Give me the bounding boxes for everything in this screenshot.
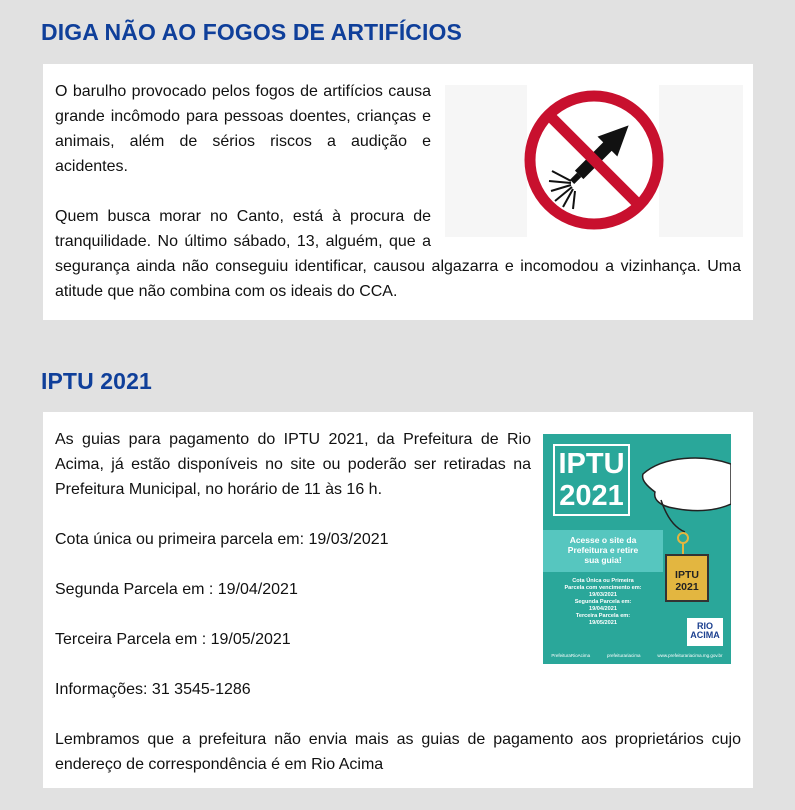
poster-tag-line-1: IPTU bbox=[675, 569, 699, 581]
article-card-iptu bbox=[43, 412, 753, 788]
iptu-terceira-parcela: Terceira Parcela em : 19/05/2021 bbox=[55, 631, 291, 648]
poster-tag-line-2: 2021 bbox=[675, 581, 699, 593]
logo-line-1: RIO bbox=[696, 621, 713, 631]
poster-date-line: Cota Única ou Primeira bbox=[572, 578, 634, 584]
poster-footer bbox=[543, 648, 731, 664]
iptu-lembramos: Lembramos que a prefeitura não envia mais as guias de pagamento aos proprietários cujo endereço de correspondência é em Rio Acima bbox=[55, 731, 741, 773]
article-card-fogos bbox=[43, 64, 753, 320]
fogos-paragraph-1: O barulho provocado pelos fogos de artifícios causa grande incômodo para pessoas doentes, crianças e animais, além de sérios riscos a audição e acidentes. bbox=[55, 83, 431, 175]
section-title-fogos: DIGA NÃO AO FOGOS DE ARTIFÍCIOS bbox=[41, 19, 462, 45]
poster-date-line: Segunda Parcela em: bbox=[574, 599, 632, 605]
poster-date-line: Terceira Parcela em: bbox=[575, 613, 631, 619]
iptu-informacoes: Informações: 31 3545-1286 bbox=[55, 681, 251, 698]
poster-date-line: 19/05/2021 bbox=[589, 620, 617, 626]
section-title-iptu: IPTU 2021 bbox=[41, 368, 152, 394]
fogos-paragraph-2: Quem busca morar no Canto, está à procura de tranquilidade. No último sábado, 13, alguém, que a segurança ainda não conseguiu identificar, causou algazarra e incomodou a vizinhança. Uma atitude que não combina com os ideais do CCA. bbox=[55, 208, 741, 300]
logo-line-2: ACIMA bbox=[690, 630, 720, 640]
iptu-segunda-parcela: Segunda Parcela em : 19/04/2021 bbox=[55, 581, 298, 598]
iptu-poster bbox=[543, 434, 731, 664]
no-fireworks-image bbox=[445, 85, 743, 237]
iptu-cota-unica: Cota única ou primeira parcela em: 19/03/2021 bbox=[55, 531, 389, 548]
poster-footer-website: www.prefeiturariacima.mg.gov.br bbox=[657, 653, 723, 658]
poster-footer-instagram: prefeiturariacima bbox=[607, 653, 641, 658]
poster-banner bbox=[543, 530, 663, 572]
poster-date-line: Parcela com vencimento em: bbox=[564, 585, 642, 591]
rio-acima-logo bbox=[687, 618, 723, 646]
no-fireworks-icon bbox=[445, 85, 743, 237]
poster-banner-line-1: Acesse o site da bbox=[569, 535, 637, 545]
poster-title-year: 2021 bbox=[559, 480, 624, 512]
poster-dates bbox=[543, 578, 663, 627]
poster-footer-facebook: PrefeituraRioAcima bbox=[551, 653, 591, 658]
poster-date-line: 19/04/2021 bbox=[589, 606, 617, 612]
iptu-intro: As guias para pagamento do IPTU 2021, da Prefeitura de Rio Acima, já estão disponíveis no site ou poderão ser retiradas na Prefeitura Municipal, no horário de 11 às 16 h. bbox=[55, 431, 531, 498]
poster-banner-line-2: Prefeitura e retire bbox=[567, 545, 639, 555]
poster-banner-line-3: sua guia! bbox=[584, 555, 622, 565]
poster-title-iptu: IPTU bbox=[558, 448, 625, 480]
poster-date-line: 19/03/2021 bbox=[589, 592, 617, 598]
poster-house-tag bbox=[665, 554, 709, 602]
